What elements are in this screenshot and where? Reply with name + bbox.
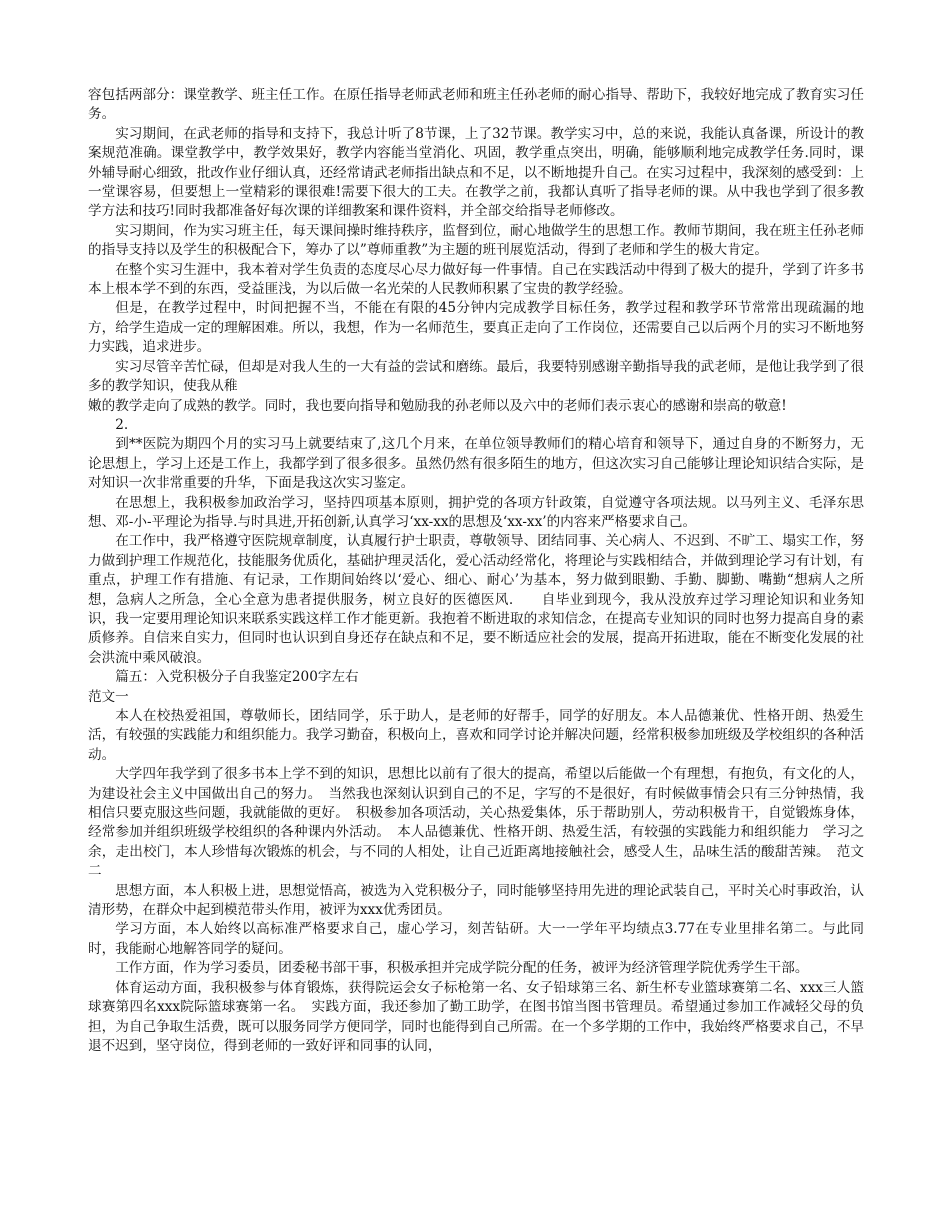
paragraph-teaching-practice: 实习期间，在武老师的指导和支持下，我总计听了8节课，上了32节课。教学实习中，总的来说，我能认真备课，所设计的教案规范准确。课堂教学中，教学效果好，教学内容能当堂消化、巩固，教学重点突出，明确，能够顺利地完成教学任务.同时，课外辅导耐心细致，批改作业仔细认真，还经常请武老师指出缺点和不足，以不断地提升自己。在实习过程中，我深刻的感受到：上一堂课容易，但要想上一堂精彩的课很难!需要下很大的工夫。在教学之前，我都认真听了指导老师的课。从中我也学到了很多教学方法和技巧!同时我都准备好每次课的详细教案和课件资料，并全部交给指导老师修改。 bbox=[88, 125, 864, 220]
paragraph-shortcomings: 但是，在教学过程中，时间把握不当，不能在有限的45分钟内完成教学目标任务，教学过程和教学环节常常出现疏漏的地方，给学生造成一定的理解困难。所以，我想，作为一名师范生，要真正走向了工作岗位，还需要自己以后两个月的实习不断地努力实践，追求进步。 bbox=[88, 300, 864, 356]
paragraph-internship-scope: 容包括两部分：课堂教学、班主任工作。在原任指导老师武老师和班主任孙老师的耐心指导、帮助下，我较好地完成了教育实习任务。 bbox=[88, 87, 864, 123]
sample-one-label: 范文一 bbox=[88, 688, 129, 705]
paragraph-sample-two-sports: 体育运动方面，我积极参与体育锻炼，获得院运会女子标枪第一名、女子铅球第三名、新生杯专业篮球赛第二名、xxx三人篮球赛第四名xxx院际篮球赛第一名。 实践方面，我还参加了勤工助学，在图书馆当图书管理员。希望通过参加工作减轻父母的负担，为自己争取生活费，既可以服务同学方便同学，同时也能得到自己所需。在一个多学期的工作中，我始终严格要求自己，不早退不迟到，坚守岗位，得到老师的一致好评和同事的认同， bbox=[88, 979, 864, 1054]
paragraph-class-teacher-work: 实习期间，作为实习班主任，每天课间操时维持秩序，监督到位，耐心地做学生的思想工作。教师节期间，我在班主任孙老师的指导支持以及学生的积极配合下，筹办了以”尊师重教”为主题的班刊展览活动，得到了老师和学生的极大肯定。 bbox=[88, 222, 864, 259]
paragraph-sample-two-work: 工作方面，作为学习委员，团委秘书部干事，积极承担并完成学院分配的任务，被评为经济管理学院优秀学生干部。 bbox=[115, 960, 809, 977]
paragraph-sample-one-college: 大学四年我学到了很多书本上学不到的知识，思想比以前有了很大的提高，希望以后能做一个有理想，有抱负，有文化的人，为建设社会主义中国做出自己的努力。 当然我也深刻认识到自己的不足，字写的不是很好，有时候做事情会只有三分钟热情，我相信只要克服这些问题，我就能做的更好。 积极参加各项活动，关心热爱集体，乐于帮助别人，劳动积极肯干，自觉锻炼身体，经常参加并组织班级学校组织的各种课内外活动。 本人品德兼优、性格开朗、热爱生活，有较强的实践能力和组织能力 学习之余，走出校门，本人珍惜每次锻炼的机会，与不同的人相处，让自己近距离地接触社会，感受人生，品味生活的酸甜苦辣。 范文二 bbox=[88, 766, 864, 880]
paragraph-sample-two-study: 学习方面，本人始终以高标准严格要求自己，虚心学习，刻苦钻研。大一一学年平均绩点3.77在专业里排名第二。与此同时，我能耐心地解答同学的疑问。 bbox=[88, 921, 864, 957]
paragraph-ideology: 在思想上，我积极参加政治学习，坚持四项基本原则，拥护党的各项方针政策，自觉遵守各项法规。以马列主义、毛泽东思想、邓-小-平理论为指导.与时具进,开拓创新,认真学习‘xx-xx的思想及‘xx-xx’的内容来严格要求自己。 bbox=[88, 494, 864, 530]
paragraph-sample-one-intro: 本人在校热爱祖国，尊敬师长，团结同学，乐于助人，是老师的好帮手，同学的好朋友。本人品德兼优、性格开朗、热爱生活，有较强的实践能力和组织能力。我学习勤奋，积极向上，喜欢和同学讨论并解决问题，经常积极参加班级及学校组织的各种活动。 bbox=[88, 708, 864, 763]
paragraph-internship-gains: 在整个实习生涯中，我本着对学生负责的态度尽心尽力做好每一件事情。自己在实践活动中得到了极大的提升，学到了许多书本上根本学不到的东西，受益匪浅，为以后做一名光荣的人民教师积累了宝贵的教学经验。 bbox=[88, 261, 864, 298]
paragraph-nursing-work: 在工作中，我严格遵守医院规章制度，认真履行护士职责，尊敬领导、团结同事、关心病人、不迟到、不旷工、塌实工作，努力做到护理工作规范化，技能服务优质化，基础护理灵活化，爱心活动经常化，将理论与实践相结合，并做到理论学习有计划，有重点，护理工作有措施、有记录，工作期间始终以‘爱心、细心、耐心’为基本，努力做到眼勤、手勤、脚勤、嘴勤“想病人之所想，急病人之所急，全心全意为患者提供服务，树立良好的医德医风. 自毕业到现今，我从没放弃过学习理论知识和业务知识，我一定要用理论知识来联系实践这样工作才能更新。我抱着不断进取的求知信念，在提高专业知识的同时也努力提高自身的素质修养。自信来自实力，但同时也认识到自身还存在缺点和不足，要不断适应社会的发展，提高开拓进取，能在不断变化发展的社会洪流中乘风破浪。 bbox=[88, 533, 864, 666]
paragraph-thanks-part2: 嫩的教学走向了成熟的教学。同时，我也要向指导和勉励我的孙老师以及六中的老师们表示衷心的感谢和崇高的敬意! bbox=[88, 397, 787, 414]
section-number-2: 2. bbox=[115, 416, 129, 433]
paragraph-hospital-intro: 到**医院为期四个月的实习马上就要结束了,这几个月来，在单位领导教师们的精心培育和领导下，通过自身的不断努力，无论思想上，学习上还是工作上，我都学到了很多很多。虽然仍然有很多陌生的地方，但这次实习自己能够让理论知识结合实际，是对知识一次非常重要的升华，下面是我这次实习鉴定。 bbox=[88, 436, 864, 492]
section-heading-part-five: 篇五：入党积极分子自我鉴定200字左右 bbox=[115, 669, 359, 686]
paragraph-sample-two-thought: 思想方面，本人积极上进，思想觉悟高，被选为入党积极分子，同时能够坚持用先进的理论武装自己，平时关心时事政治，认清形势，在群众中起到模范带头作用，被评为xxx优秀团员。 bbox=[88, 882, 864, 919]
paragraph-thanks-part1: 实习尽管辛苦忙碌，但却是对我人生的一大有益的尝试和磨练。最后，我要特别感谢辛勤指导我的武老师，是他让我学到了很多的教学知识，使我从稚 bbox=[88, 358, 864, 395]
